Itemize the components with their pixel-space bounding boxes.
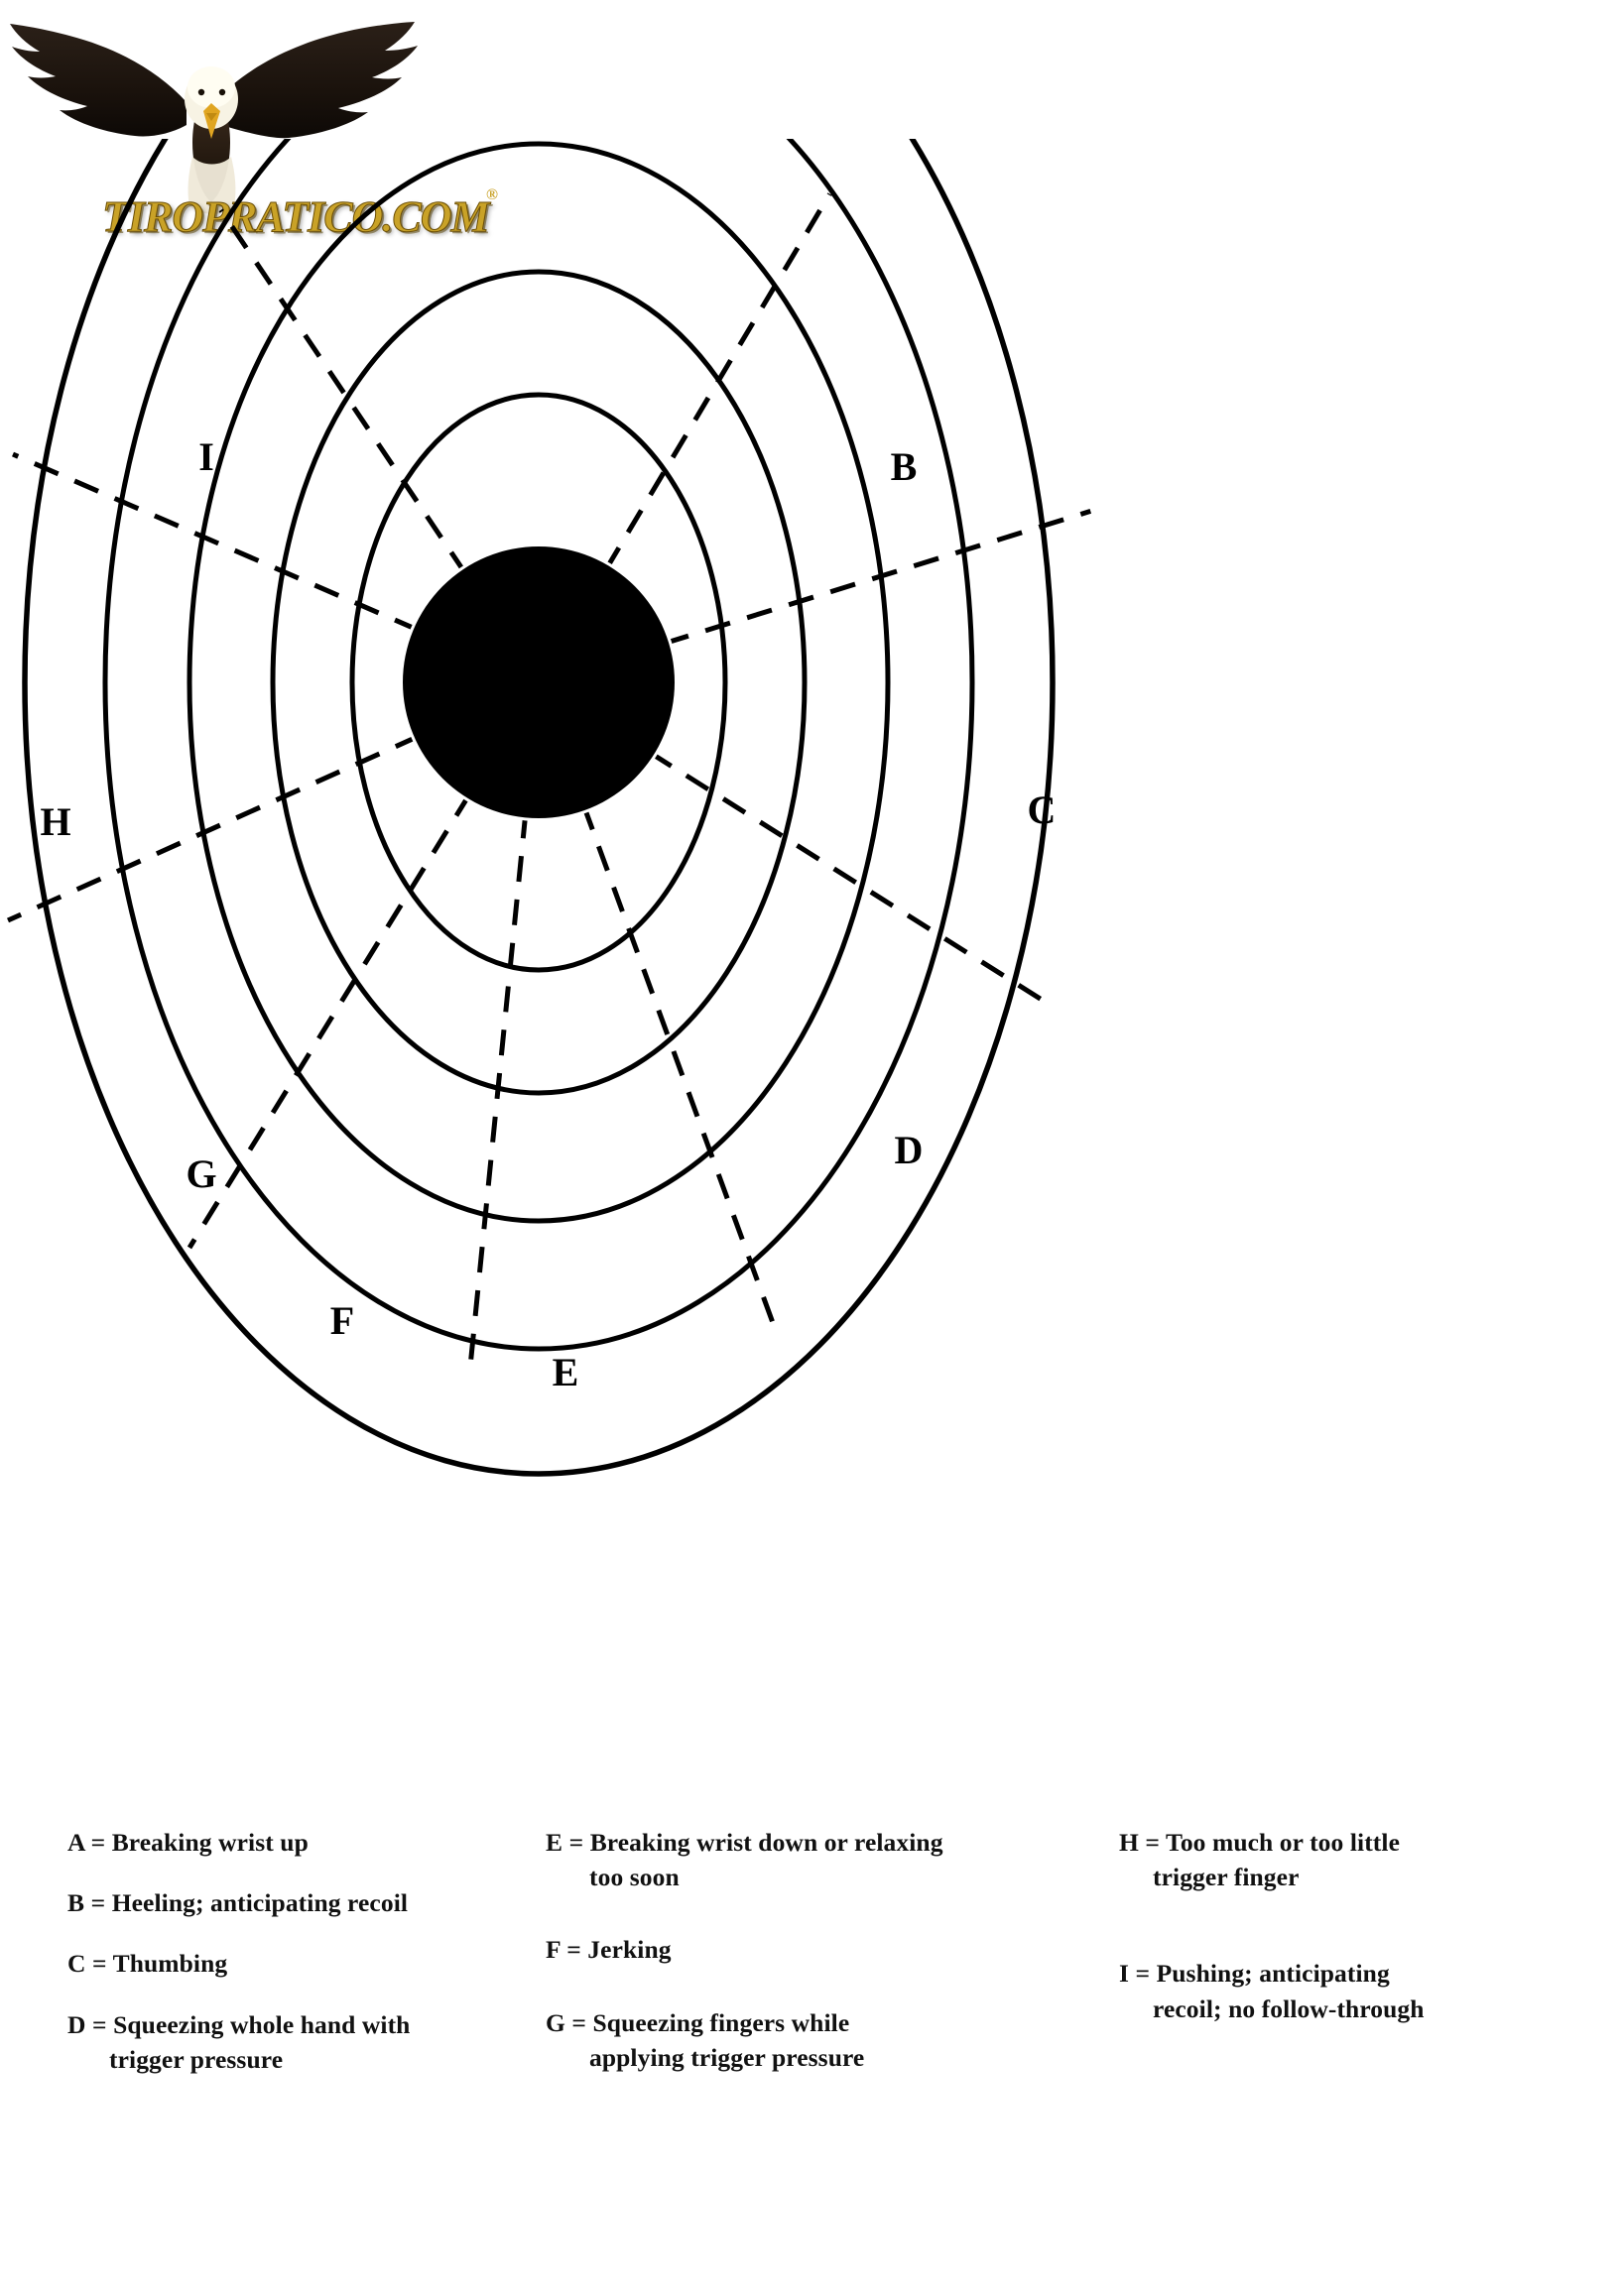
registered-mark: ® [486,186,498,203]
sector-label-g: G [186,1151,217,1197]
legend-item-i-line2: recoil; no follow-through [1153,1994,1425,2023]
legend-item-i [1119,1956,1623,2025]
legend-item-g-line2: applying trigger pressure [589,2042,865,2072]
legend-item-b [67,1885,536,1920]
sector-label-f: F [329,1298,355,1344]
legend-item-f [546,1932,1091,1967]
sector-label-h: H [40,799,71,845]
sector-label-b: B [890,444,918,490]
legend-item-d-line1: D = Squeezing whole hand with [67,2009,411,2039]
logo-wordmark: TIROPRATICO.COM [102,192,489,241]
legend-item-i-line1: I = Pushing; anticipating [1119,1959,1390,1989]
sector-label-d: D [894,1128,924,1173]
legend-column-3 [1091,1815,1623,2088]
legend-item-e-line1: E = Breaking wrist down or relaxing [546,1828,943,1857]
legend [0,1815,1623,2152]
legend-item-d-line2: trigger pressure [109,2044,284,2074]
legend-item-g-line1: G = Squeezing fingers while [546,2007,850,2037]
sector-label-c: C [1027,787,1057,833]
legend-column-1 [0,1815,536,2103]
legend-item-f-line1: F = Jerking [546,1935,672,1965]
target-svg [0,139,1101,1805]
sector-label-e: E [552,1350,579,1395]
legend-item-e [546,1825,1091,1894]
legend-item-h-line2: trigger finger [1153,1863,1300,1892]
legend-item-g [546,2005,1091,2075]
bullseye [403,546,675,818]
legend-item-c [67,1946,536,1981]
sector-label-i: I [198,434,214,480]
legend-item-e-line2: too soon [589,1863,680,1892]
legend-item-a [67,1825,536,1860]
legend-item-h [1119,1825,1623,1894]
legend-item-b-line1: B = Heeling; anticipating recoil [67,1888,409,1918]
legend-item-d [67,2007,536,2077]
target-diagram [0,139,1101,1805]
legend-item-c-line1: C = Thumbing [67,1949,228,1979]
legend-item-a-line1: A = Breaking wrist up [67,1828,309,1857]
legend-item-h-line1: H = Too much or too little [1119,1828,1401,1857]
legend-column-2 [536,1815,1091,2113]
